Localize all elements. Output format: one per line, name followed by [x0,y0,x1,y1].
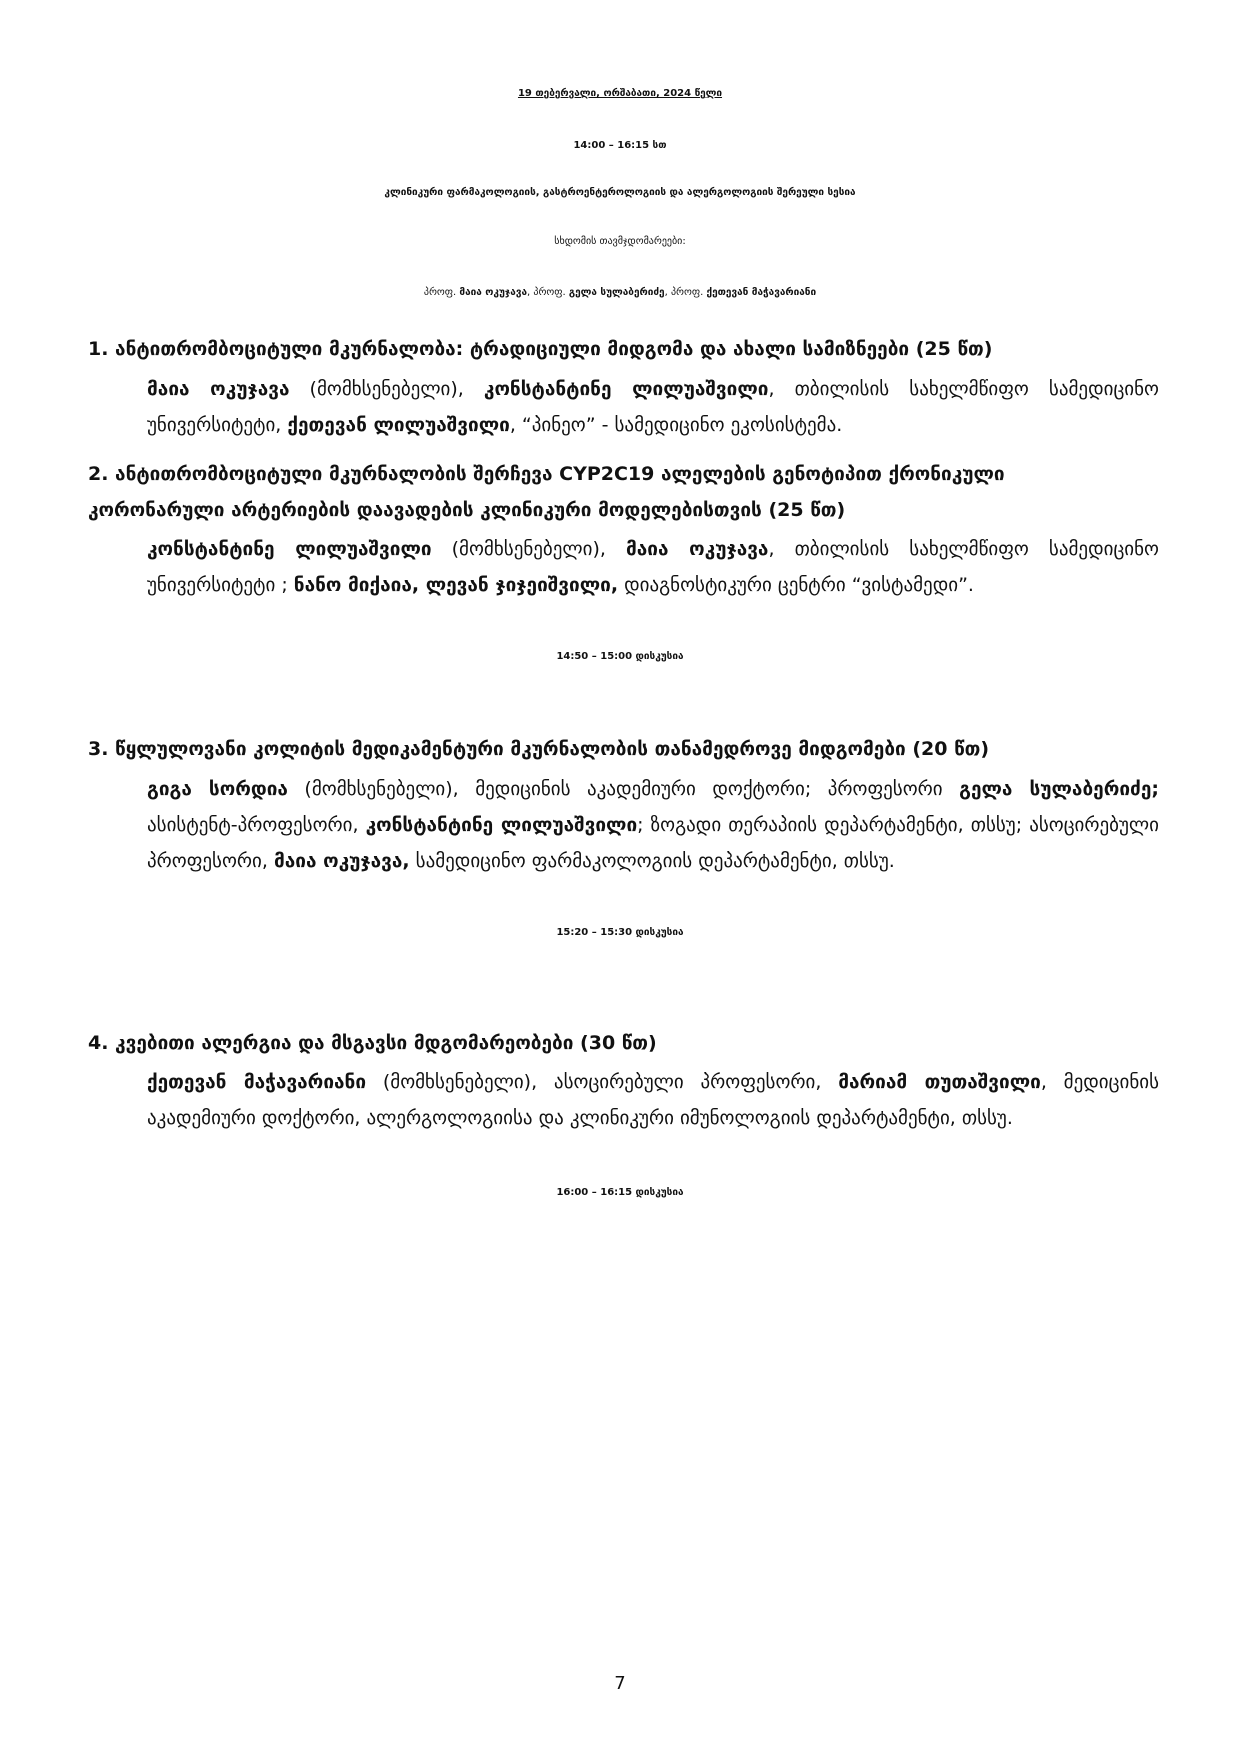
talk-speakers-1 [147,371,1159,443]
speaker-role: ასისტენტ-პროფესორი, [147,814,366,836]
session-title: კლინიკური ფარმაკოლოგიის, გასტროენტეროლოგიის და ალერგოლოგიის შერეული სესია [384,187,856,198]
speaker-role: , მედიცინის აკადემიური დოქტორი, ალერგოლოგიისა და კლინიკური იმუნოლოგიის დეპარტამენტი, თსსუ. [147,1071,1160,1129]
separator: , [527,287,534,298]
speaker-name: კონსტანტინე ლილუაშვილი [365,814,638,836]
speaker-name: მაია ოკუჯავა [147,378,290,400]
speaker-name: ქეთევან მაჭავარიანი [147,1071,367,1093]
chair-name: ქეთევან მაჭავარიანი [706,287,817,298]
talk-title-line: 4. კვებითი ალერგია და მსგავსი მდგომარეობები (30 წთ) [88,1032,657,1054]
speaker-role: (მომხსენებელი), ასოცირებული პროფესორი, [366,1071,839,1093]
session-time: 14:00 – 16:15 სთ [573,140,667,151]
speaker-role: , “პინეო” - სამედიცინო ეკოსისტემა. [509,414,843,436]
page-number: 7 [614,1673,626,1694]
discussion-1: 14:50 – 15:00 დისკუსია [556,651,684,662]
talk-title-4 [88,1025,1160,1061]
talk-speakers-4 [147,1064,1159,1136]
speaker-name: ქეთევან ლილუაშვილი [287,414,510,436]
speaker-name: მაია ოკუჯავა, [273,850,410,872]
speaker-role: ; ზოგადი თერაპიის დეპარტამენტი, თსსუ; ასოცირებული პროფესორი, [147,814,1159,872]
chair-title: პროფ. [670,287,704,298]
speaker-role: (მომხსენებელი), [289,378,484,400]
talk-speakers-3 [147,771,1159,879]
speaker-name: მარიამ თუთაშვილი [838,1071,1041,1093]
speaker-role: , თბილისის სახელმწიფო სამედიცინო უნივერსიტეტი ; [147,538,1159,596]
speaker-role: (მომხსენებელი), მედიცინის აკადემიური დოქტორი; პროფესორი [287,778,960,800]
speaker-name: ნანო მიქაია, ლევან ჯიჯეიშვილი, [293,574,619,596]
speaker-role: სამედიცინო ფარმაკოლოგიის დეპარტამენტი, თსსუ. [409,850,895,872]
speaker-role: დიაგნოსტიკური ცენტრი “ვისტამედი”. [618,574,974,596]
speaker-name: კონსტანტინე ლილუაშვილი [483,378,769,400]
talk-title-line: 3. წყლულოვანი კოლიტის მედიკამენტური მკურნალობის თანამედროვე მიდგომები (20 წთ) [88,738,990,760]
discussion-3: 16:00 – 16:15 დისკუსია [556,1187,684,1198]
talk-title-2 [88,456,1160,528]
speaker-role: (მომხსენებელი), [431,538,626,560]
speaker-name: გიგა სორდია [147,778,288,800]
discussion-2: 15:20 – 15:30 დისკუსია [556,927,684,938]
chair-title: პროფ. [533,287,566,298]
talk-title-1 [88,331,1160,367]
chair-name: გელა სულაბერიძე [568,287,665,298]
session-date: 19 თებერვალი, ორშაბათი, 2024 წელი [517,88,723,99]
chairs-line [0,287,1240,298]
talk-title-line: 1. ანტითრომბოციტული მკურნალობა: ტრადიციული მიდგომა და ახალი სამიზნეები (25 წთ) [88,338,993,360]
speaker-name: გელა სულაბერიძე; [959,778,1159,800]
talk-title-3 [88,731,1160,767]
chair-title: პროფ. [423,287,457,298]
separator: , [664,287,671,298]
talk-title-line: 2. ანტითრომბოციტული მკურნალობის შერჩევა CYP2C19 ალელების გენოტიპით ქრონიკული [88,463,1005,485]
speaker-name: კონსტანტინე ლილუაშვილი [147,538,432,560]
talk-title-line: კორონარული არტერიების დაავადების კლინიკური მოდელებისთვის (25 წთ) [88,499,846,521]
chairs-label: სხდომის თავმჯდომარეები: [554,236,686,247]
talk-speakers-2 [147,531,1159,603]
speaker-name: მაია ოკუჯავა [625,538,769,560]
speaker-role: , თბილისის სახელმწიფო სამედიცინო უნივერსიტეტი, [147,378,1159,436]
chair-name: მაია ოკუჯავა [459,287,528,298]
